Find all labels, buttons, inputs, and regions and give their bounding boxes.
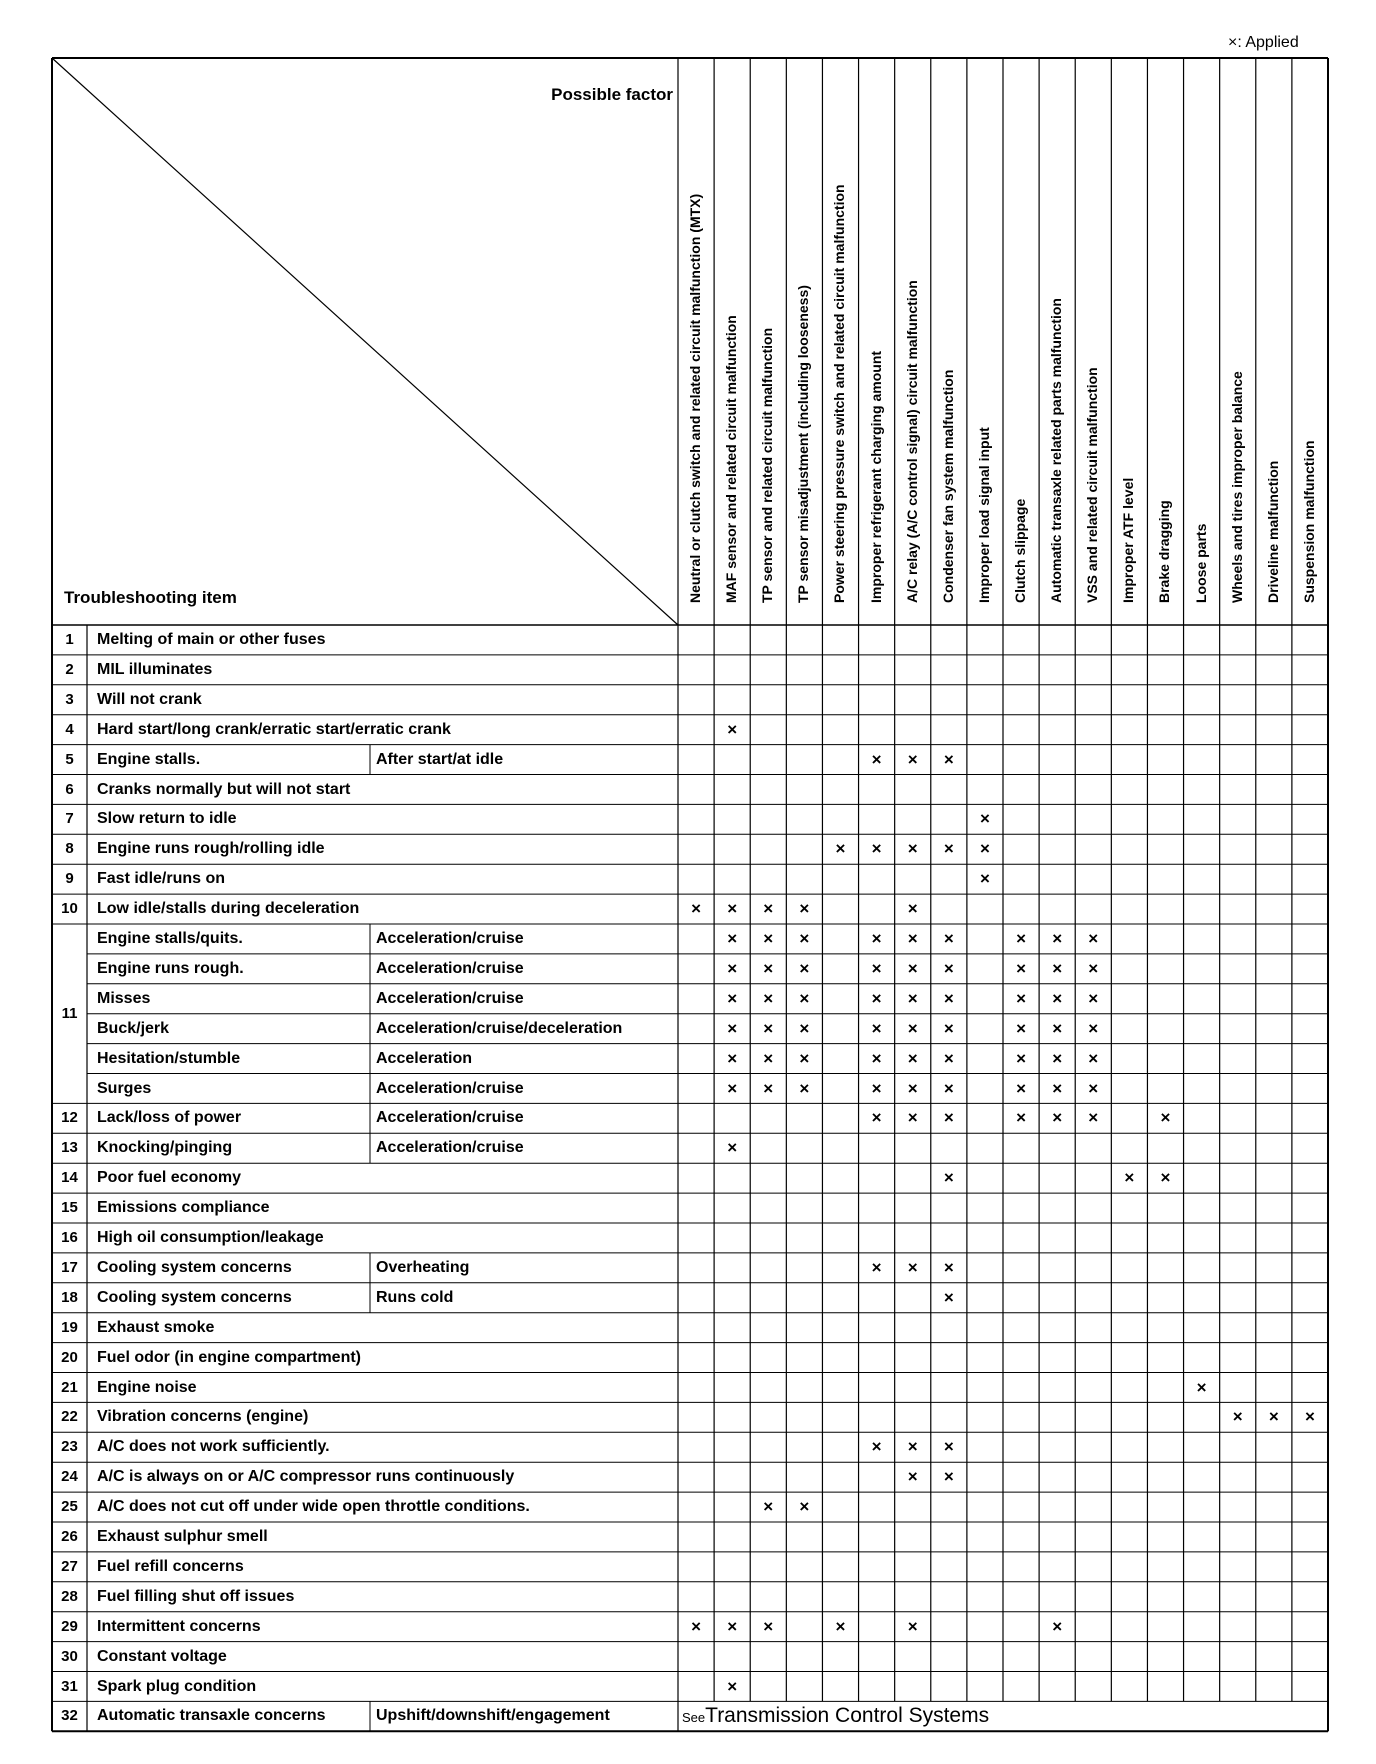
row-number: 13 [61, 1139, 78, 1157]
troubleshooting-item-label: Will not crank [97, 690, 202, 708]
applied-mark: × [799, 899, 810, 919]
applied-mark: × [907, 1437, 918, 1457]
applied-mark: × [979, 809, 990, 829]
applied-mark: × [1088, 1108, 1099, 1128]
applied-mark: × [727, 719, 738, 739]
row-number: 3 [65, 690, 74, 708]
applied-mark: × [799, 1018, 810, 1038]
applied-mark: × [1016, 929, 1027, 948]
applied-mark: × [1160, 1168, 1171, 1188]
applied-mark: × [907, 929, 918, 948]
condition-label: Runs cold [376, 1288, 454, 1306]
row-number: 16 [61, 1229, 78, 1246]
applied-mark: × [871, 1078, 882, 1098]
condition-label: Overheating [376, 1258, 470, 1276]
factor-label: Wheels and tires improper balance [1228, 371, 1245, 603]
applied-mark: × [763, 1018, 774, 1038]
applied-mark: × [943, 1467, 954, 1487]
applied-mark: × [1088, 958, 1099, 978]
applied-mark: × [871, 1018, 882, 1038]
troubleshooting-item-label: Spark plug condition [97, 1677, 257, 1695]
row-number: 22 [61, 1408, 78, 1426]
applied-mark: × [1016, 1018, 1027, 1038]
applied-mark: × [763, 929, 774, 948]
applied-mark: × [943, 958, 954, 978]
troubleshooting-item-label: Buck/jerk [97, 1019, 170, 1037]
factor-header [859, 58, 895, 625]
applied-mark: × [1016, 958, 1027, 978]
row-number: 8 [65, 840, 74, 858]
troubleshooting-item-label: Engine stalls/quits. [97, 930, 243, 947]
applied-mark: × [1016, 1078, 1027, 1098]
applied-mark: × [907, 1048, 918, 1068]
troubleshooting-item-label: Exhaust smoke [97, 1318, 215, 1336]
applied-mark: × [907, 958, 918, 978]
troubleshooting-item-label: Engine runs rough. [97, 959, 244, 977]
factor-header [1003, 58, 1039, 625]
applied-mark: × [1052, 988, 1063, 1008]
factor-header [1292, 58, 1328, 625]
applied-mark: × [871, 929, 882, 948]
applied-mark: × [871, 749, 882, 769]
troubleshooting-item-label: Surges [97, 1079, 152, 1097]
troubleshooting-item-label: A/C does not cut off under wide open throttle conditions. [97, 1498, 530, 1516]
troubleshooting-item-label: Fast idle/runs on [97, 870, 226, 888]
applied-mark: × [1052, 1018, 1063, 1038]
factor-header [1075, 58, 1111, 625]
applied-mark: × [727, 1018, 738, 1038]
applied-mark: × [1124, 1168, 1135, 1188]
applied-mark: × [1052, 1048, 1063, 1068]
row-number: 31 [61, 1677, 78, 1695]
row-number: 32 [61, 1707, 78, 1725]
applied-mark: × [907, 988, 918, 1008]
troubleshooting-item-label: Knocking/pinging [97, 1139, 233, 1157]
factor-label: Clutch slippage [1012, 498, 1029, 603]
applied-mark: × [727, 1078, 738, 1098]
applied-mark: × [799, 1048, 810, 1068]
condition-label: Acceleration/cruise [376, 1079, 524, 1097]
applied-mark: × [1052, 929, 1063, 948]
factor-label: Condenser fan system malfunction [939, 369, 956, 603]
row-number: 26 [61, 1528, 78, 1545]
factor-header [1039, 58, 1075, 625]
applied-mark: × [691, 899, 702, 919]
row-number: 19 [61, 1318, 78, 1336]
troubleshooting-item-heading: Troubleshooting item [64, 588, 237, 607]
condition-label: Acceleration/cruise [376, 1139, 524, 1157]
row-number: 24 [61, 1468, 78, 1486]
possible-factor-heading: Possible factor [551, 85, 673, 104]
factor-label: Power steering pressure switch and related circuit malfunction [831, 184, 848, 603]
factor-label: Driveline malfunction [1264, 460, 1281, 603]
applied-mark: × [871, 1108, 882, 1128]
troubleshooting-item-label: Fuel refill concerns [97, 1557, 244, 1575]
applied-mark: × [943, 1257, 954, 1277]
applied-mark: × [727, 1676, 738, 1696]
applied-mark: × [763, 899, 774, 919]
applied-mark: × [1016, 1048, 1027, 1068]
applied-mark: × [727, 1048, 738, 1068]
factor-header [1111, 58, 1147, 625]
troubleshooting-item-label: High oil consumption/leakage [97, 1229, 324, 1246]
applied-mark: × [1196, 1377, 1207, 1397]
applied-mark: × [1016, 988, 1027, 1008]
troubleshooting-item-label: Hesitation/stumble [97, 1049, 241, 1067]
applied-mark: × [835, 839, 846, 859]
applied-mark: × [943, 1018, 954, 1038]
troubleshooting-item-label: Exhaust sulphur smell [97, 1528, 268, 1545]
row-number: 6 [65, 780, 74, 798]
applied-mark: × [907, 1078, 918, 1098]
legend: ×: Applied [1228, 34, 1299, 51]
factor-label: MAF sensor and related circuit malfunction [723, 315, 740, 603]
applied-mark: × [1268, 1407, 1279, 1427]
factor-header [1220, 58, 1256, 625]
applied-mark: × [943, 1287, 954, 1307]
applied-mark: × [1088, 1048, 1099, 1068]
factor-header [1184, 58, 1220, 625]
applied-mark: × [727, 899, 738, 919]
applied-mark: × [1304, 1407, 1315, 1427]
row-number: 17 [61, 1258, 78, 1276]
row-number: 25 [61, 1498, 78, 1516]
troubleshooting-item-label: A/C is always on or A/C compressor runs continuously [97, 1468, 515, 1486]
applied-mark: × [943, 1168, 954, 1188]
condition-label: Acceleration/cruise/deceleration [376, 1019, 623, 1037]
troubleshooting-item-label: Vibration concerns (engine) [97, 1408, 309, 1426]
applied-mark: × [1052, 958, 1063, 978]
condition-label: Acceleration/cruise [376, 989, 524, 1007]
troubleshooting-item-label: Cranks normally but will not start [97, 780, 351, 798]
troubleshooting-item-label: Cooling system concerns [97, 1288, 292, 1306]
factor-label: Automatic transaxle related parts malfunction [1048, 298, 1065, 603]
row-number: 9 [65, 870, 74, 888]
condition-label: Acceleration [376, 1049, 473, 1067]
applied-mark: × [907, 899, 918, 919]
factor-header [931, 58, 967, 625]
applied-mark: × [907, 1616, 918, 1636]
applied-mark: × [727, 1138, 738, 1158]
row-number: 30 [61, 1647, 78, 1665]
troubleshooting-item-label: Automatic transaxle concerns [97, 1707, 326, 1725]
troubleshooting-item-label: Engine noise [97, 1378, 197, 1396]
factor-label: TP sensor misadjustment (including looseness) [795, 285, 812, 603]
applied-mark: × [943, 988, 954, 1008]
applied-mark: × [1052, 1078, 1063, 1098]
applied-mark: × [1016, 1108, 1027, 1128]
applied-mark: × [907, 839, 918, 859]
factor-label: Improper refrigerant charging amount [867, 350, 884, 603]
applied-mark: × [871, 839, 882, 859]
factor-label: Improper ATF level [1120, 477, 1137, 603]
troubleshooting-item-label: Low idle/stalls during deceleration [97, 900, 360, 918]
applied-mark: × [727, 929, 738, 948]
header-diagonal [52, 58, 678, 625]
condition-label: Acceleration/cruise [376, 959, 524, 977]
factor-label: Neutral or clutch switch and related circuit malfunction (MTX) [687, 193, 704, 603]
condition-label: Acceleration/cruise [376, 1109, 524, 1127]
applied-mark: × [763, 1616, 774, 1636]
applied-mark: × [1052, 1616, 1063, 1636]
applied-mark: × [871, 958, 882, 978]
troubleshooting-item-label: Misses [97, 989, 151, 1007]
troubleshooting-item-label: Emissions compliance [97, 1199, 270, 1217]
troubleshooting-item-label: Engine stalls. [97, 750, 201, 768]
troubleshooting-item-label: A/C does not work sufficiently. [97, 1438, 330, 1456]
troubleshooting-item-label: Cooling system concerns [97, 1258, 292, 1276]
factor-label: Suspension malfunction [1300, 440, 1317, 603]
applied-mark: × [979, 869, 990, 889]
applied-mark: × [727, 958, 738, 978]
troubleshooting-item-label: Slow return to idle [97, 810, 237, 828]
factor-label: TP sensor and related circuit malfunction [759, 327, 776, 603]
row-number: 29 [61, 1617, 78, 1635]
troubleshooting-item-label: Intermittent concerns [97, 1617, 261, 1635]
applied-mark: × [1088, 1078, 1099, 1098]
applied-mark: × [871, 1437, 882, 1457]
applied-mark: × [799, 929, 810, 948]
applied-mark: × [943, 1108, 954, 1128]
applied-mark: × [907, 1108, 918, 1128]
applied-mark: × [871, 1257, 882, 1277]
applied-mark: × [799, 1078, 810, 1098]
applied-mark: × [871, 988, 882, 1008]
row-number: 18 [61, 1288, 78, 1306]
row-number: 20 [61, 1348, 78, 1366]
applied-mark: × [691, 1616, 702, 1636]
row-number: 2 [65, 660, 74, 678]
applied-mark: × [727, 988, 738, 1008]
applied-mark: × [943, 1437, 954, 1457]
applied-mark: × [1052, 1108, 1063, 1128]
troubleshooting-item-label: Fuel odor (in engine compartment) [97, 1348, 362, 1366]
applied-mark: × [763, 988, 774, 1008]
applied-mark: × [1088, 1018, 1099, 1038]
applied-mark: × [907, 749, 918, 769]
applied-mark: × [1160, 1108, 1171, 1128]
troubleshooting-item-label: Fuel filling shut off issues [97, 1587, 295, 1605]
applied-mark: × [907, 1467, 918, 1487]
factor-header [967, 58, 1003, 625]
see-reference-note [678, 1701, 1328, 1731]
row-number: 14 [61, 1169, 78, 1187]
applied-mark: × [799, 988, 810, 1008]
factor-header [822, 58, 858, 625]
factor-label: VSS and related circuit malfunction [1084, 367, 1101, 603]
row-number: 15 [61, 1199, 78, 1217]
applied-mark: × [907, 1018, 918, 1038]
troubleshooting-item-label: Melting of main or other fuses [97, 631, 326, 648]
row-number: 7 [65, 810, 74, 828]
row-number: 23 [61, 1438, 78, 1456]
row-number: 4 [65, 720, 74, 738]
applied-mark: × [979, 839, 990, 859]
applied-mark: × [763, 1078, 774, 1098]
applied-mark: × [943, 1048, 954, 1068]
applied-mark: × [727, 1616, 738, 1636]
factor-header [786, 58, 822, 625]
troubleshooting-item-label: Hard start/long crank/erratic start/erratic crank [97, 720, 451, 738]
reference-link-text[interactable]: Transmission Control Systems [705, 1704, 990, 1728]
row-number: 21 [61, 1378, 78, 1396]
troubleshooting-item-label: Engine runs rough/rolling idle [97, 840, 325, 858]
applied-mark: × [763, 1048, 774, 1068]
condition-label: Acceleration/cruise [376, 930, 524, 947]
applied-mark: × [943, 1078, 954, 1098]
row-number: 1 [65, 631, 74, 648]
row-number: 5 [65, 750, 74, 768]
applied-mark: × [1088, 988, 1099, 1008]
troubleshooting-item-label: MIL illuminates [97, 660, 213, 678]
condition-label: After start/at idle [376, 750, 504, 768]
condition-label: Upshift/downshift/engagement [376, 1707, 610, 1725]
applied-mark: × [1232, 1407, 1243, 1427]
row-number: 28 [61, 1587, 78, 1605]
row-number: 10 [61, 900, 78, 918]
applied-mark: × [799, 958, 810, 978]
see-prefix: See [682, 1710, 706, 1726]
factor-header [714, 58, 750, 625]
applied-mark: × [943, 749, 954, 769]
factor-header [750, 58, 786, 625]
troubleshooting-item-label: Constant voltage [97, 1647, 227, 1665]
factor-label: Improper load signal input [975, 427, 992, 603]
row-number: 27 [61, 1557, 78, 1575]
factor-header [1256, 58, 1292, 625]
factor-label: Loose parts [1192, 523, 1209, 603]
applied-mark: × [943, 839, 954, 859]
row-number: 11 [61, 1005, 78, 1022]
applied-mark: × [943, 929, 954, 948]
applied-mark: × [799, 1497, 810, 1517]
applied-mark: × [907, 1257, 918, 1277]
troubleshooting-item-label: Lack/loss of power [97, 1109, 242, 1127]
row-number: 12 [61, 1109, 78, 1127]
troubleshooting-item-label: Poor fuel economy [97, 1169, 242, 1187]
factor-label: A/C relay (A/C control signal) circuit malfunction [903, 280, 920, 603]
applied-mark: × [835, 1616, 846, 1636]
applied-mark: × [871, 1048, 882, 1068]
factor-header [895, 58, 931, 625]
factor-header [1147, 58, 1183, 625]
applied-mark: × [763, 958, 774, 978]
applied-mark: × [1088, 929, 1099, 948]
applied-mark: × [763, 1497, 774, 1517]
factor-label: Brake dragging [1156, 500, 1173, 603]
factor-header [678, 58, 714, 625]
